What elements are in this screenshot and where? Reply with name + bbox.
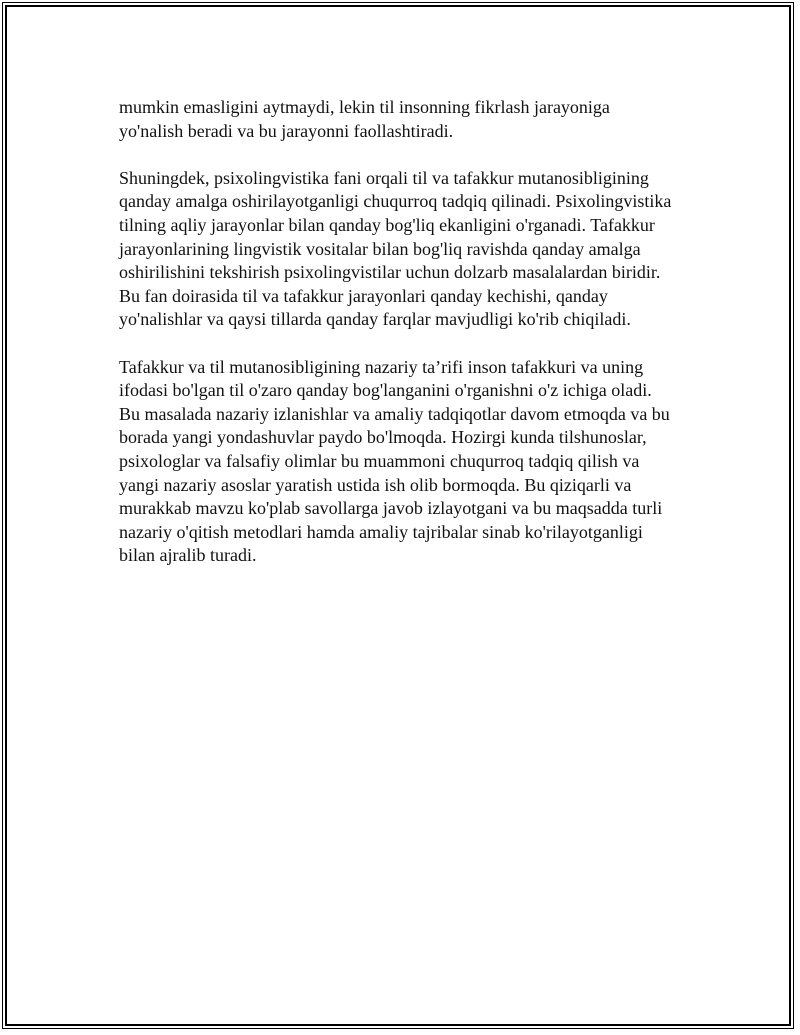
document-body	[119, 96, 699, 591]
paragraph-3: Tafakkur va til mutanosibligining nazariy ta’rifi inson tafakkuri va uning ifodasi bo'lgan til o'zaro qanday bog'langanini o'rganishni o'z ichiga oladi. Bu masalada nazariy izlanishlar va amaliy tadqiqotlar davom etmoqda va bu borada yangi yondashuvlar paydo bo'lmoqda. Hozirgi kunda tilshunoslar, psixologlar va falsafiy olimlar bu muammoni chuqurroq tadqiq qilish va yangi nazariy asoslar yaratish ustida ish olib bormoqda. Bu qiziqarli va murakkab mavzu ko'plab savollarga javob izlayotgani va bu maqsadda turli nazariy o'qitish metodlari hamda amaliy tajribalar sinab ko'rilayotganligi bilan ajralib turadi.	[119, 356, 670, 566]
paragraph-2: Shuningdek, psixolingvistika fani orqali til va tafakkur mutanosibligining qanday amalga oshirilayotganligi chuqurroq tadqiq qilinadi. Psixolingvistika tilning aqliy jarayonlar bilan qanday bog'liq ekanligini o'rganadi. Tafakkur jarayonlarining lingvistik vositalar bilan bog'liq ravishda qanday amalga oshirilishini tekshirish psixolingvistilar uchun dolzarb masalalardan biridir. Bu fan doirasida til va tafakkur jarayonlari qanday kechishi, qanday yo'nalishlar va qaysi tillarda qanday farqlar mavjudligi ko'rib chiqiladi.	[119, 167, 672, 330]
document-page	[5, 5, 791, 1026]
paragraph-1: mumkin emasligini aytmaydi, lekin til insonning fikrlash jarayoniga yo'nalish beradi va bu jarayonni faollashtiradi.	[119, 97, 610, 141]
